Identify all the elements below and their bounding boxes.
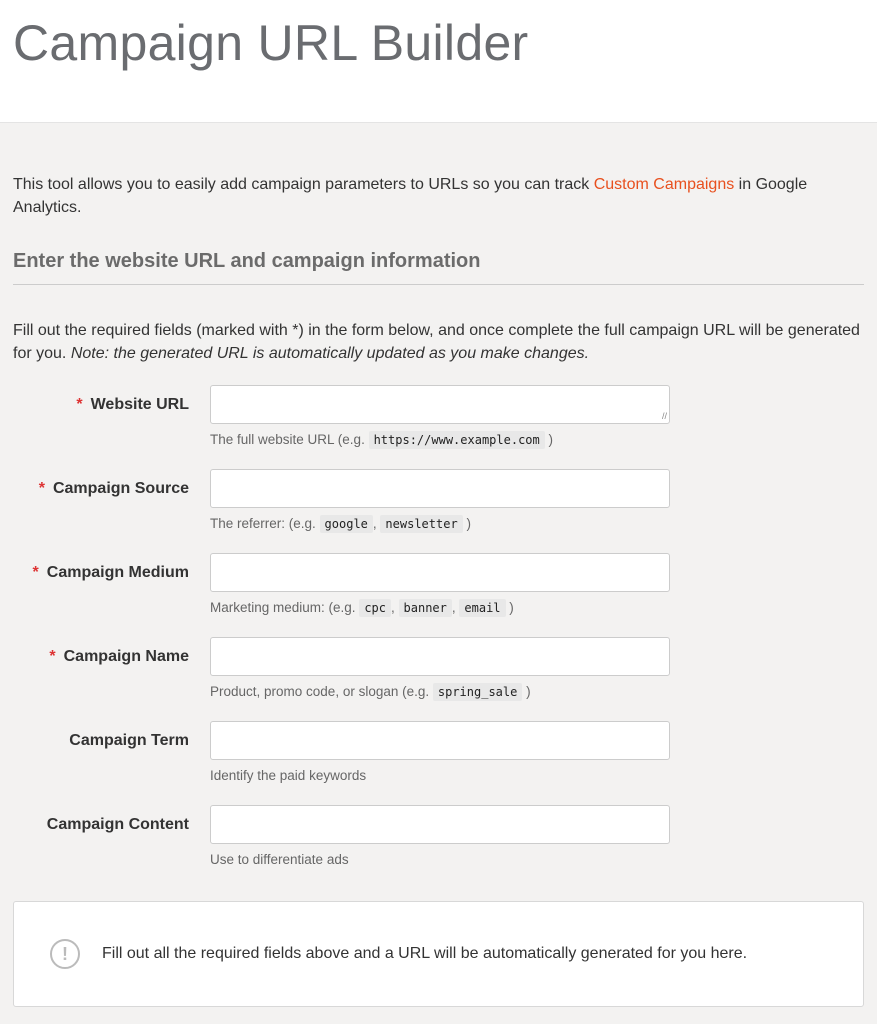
example-code: https://www.example.com bbox=[369, 431, 545, 449]
example-code: cpc bbox=[359, 599, 391, 617]
label-text: Campaign Term bbox=[69, 732, 189, 749]
website-url-input[interactable] bbox=[210, 385, 670, 424]
campaign-form bbox=[13, 385, 864, 889]
campaign-content-input[interactable] bbox=[210, 805, 670, 844]
example-code: email bbox=[459, 599, 505, 617]
help-text: The referrer: (e.g. bbox=[210, 516, 320, 531]
help-text: Use to differentiate ads bbox=[210, 852, 349, 867]
form-row-campaign-source bbox=[13, 469, 864, 553]
exclamation-circle-icon: ! bbox=[50, 939, 80, 969]
help-end: ) bbox=[509, 600, 514, 615]
main-content bbox=[0, 173, 877, 1007]
help-text: The full website URL (e.g. bbox=[210, 432, 369, 447]
form-row-campaign-name bbox=[13, 637, 864, 721]
form-row-website-url bbox=[13, 385, 864, 469]
example-code: banner bbox=[399, 599, 452, 617]
result-message: Fill out all the required fields above and a URL will be automatically generated for you here. bbox=[102, 945, 748, 962]
website-url-field bbox=[210, 385, 670, 469]
campaign-term-field bbox=[210, 721, 670, 805]
campaign-name-input[interactable] bbox=[210, 637, 670, 676]
campaign-content-label bbox=[13, 805, 189, 889]
required-marker: * bbox=[32, 564, 39, 581]
campaign-source-field bbox=[210, 469, 670, 553]
label-text: Campaign Source bbox=[52, 480, 189, 497]
generated-url-box bbox=[13, 901, 864, 1007]
page-header bbox=[0, 0, 877, 123]
instructions-note: Note: the generated URL is automatically updated as you make changes. bbox=[70, 345, 590, 362]
custom-campaigns-link[interactable]: Custom Campaigns bbox=[593, 176, 735, 193]
website-url-help bbox=[210, 430, 670, 450]
section-heading: Enter the website URL and campaign information bbox=[13, 250, 864, 285]
campaign-medium-field bbox=[210, 553, 670, 637]
campaign-source-input[interactable] bbox=[210, 469, 670, 508]
help-text: Identify the paid keywords bbox=[210, 768, 367, 783]
campaign-name-label bbox=[13, 637, 189, 721]
required-marker: * bbox=[76, 396, 83, 413]
help-text: Product, promo code, or slogan (e.g. bbox=[210, 684, 433, 699]
campaign-term-input[interactable] bbox=[210, 721, 670, 760]
page-title: Campaign URL Builder bbox=[13, 15, 529, 71]
campaign-term-help bbox=[210, 766, 670, 786]
form-row-campaign-term bbox=[13, 721, 864, 805]
help-text: Marketing medium: (e.g. bbox=[210, 600, 360, 615]
label-text: Campaign Content bbox=[46, 816, 189, 833]
example-code: google bbox=[320, 515, 373, 533]
instructions bbox=[13, 319, 864, 365]
help-end: ) bbox=[548, 432, 554, 447]
label-text: Campaign Medium bbox=[46, 564, 189, 581]
campaign-content-field bbox=[210, 805, 670, 889]
form-row-campaign-content bbox=[13, 805, 864, 889]
example-code: spring_sale bbox=[433, 683, 522, 701]
campaign-medium-help: Marketing medium: (e.g. cpc , banner , email ) bbox=[210, 600, 514, 615]
intro-before: This tool allows you to easily add campaign parameters to URLs so you can track bbox=[13, 176, 594, 193]
campaign-content-help bbox=[210, 850, 670, 870]
resize-handle-icon[interactable]: // bbox=[661, 411, 667, 421]
campaign-name-field bbox=[210, 637, 670, 721]
intro-text bbox=[13, 173, 864, 219]
label-text: Campaign Name bbox=[63, 648, 189, 665]
label-text: Website URL bbox=[90, 396, 189, 413]
required-marker: * bbox=[49, 648, 56, 665]
campaign-medium-label bbox=[13, 553, 189, 637]
example-code: newsletter bbox=[380, 515, 462, 533]
help-end: ) bbox=[526, 684, 531, 699]
form-row-campaign-medium bbox=[13, 553, 864, 637]
campaign-name-help bbox=[210, 682, 670, 702]
intro-after: in Google Analytics. bbox=[13, 176, 808, 216]
required-marker: * bbox=[38, 480, 45, 497]
campaign-medium-input[interactable] bbox=[210, 553, 670, 592]
campaign-source-label bbox=[13, 469, 189, 553]
campaign-term-label bbox=[13, 721, 189, 805]
help-end: ) bbox=[466, 516, 471, 531]
website-url-label bbox=[13, 385, 189, 469]
instructions-text: Fill out the required fields (marked with *) in the form below, and once complete the full campaign URL will be generated for you. bbox=[13, 322, 860, 362]
campaign-source-help: The referrer: (e.g. google , newsletter ) bbox=[210, 516, 471, 531]
